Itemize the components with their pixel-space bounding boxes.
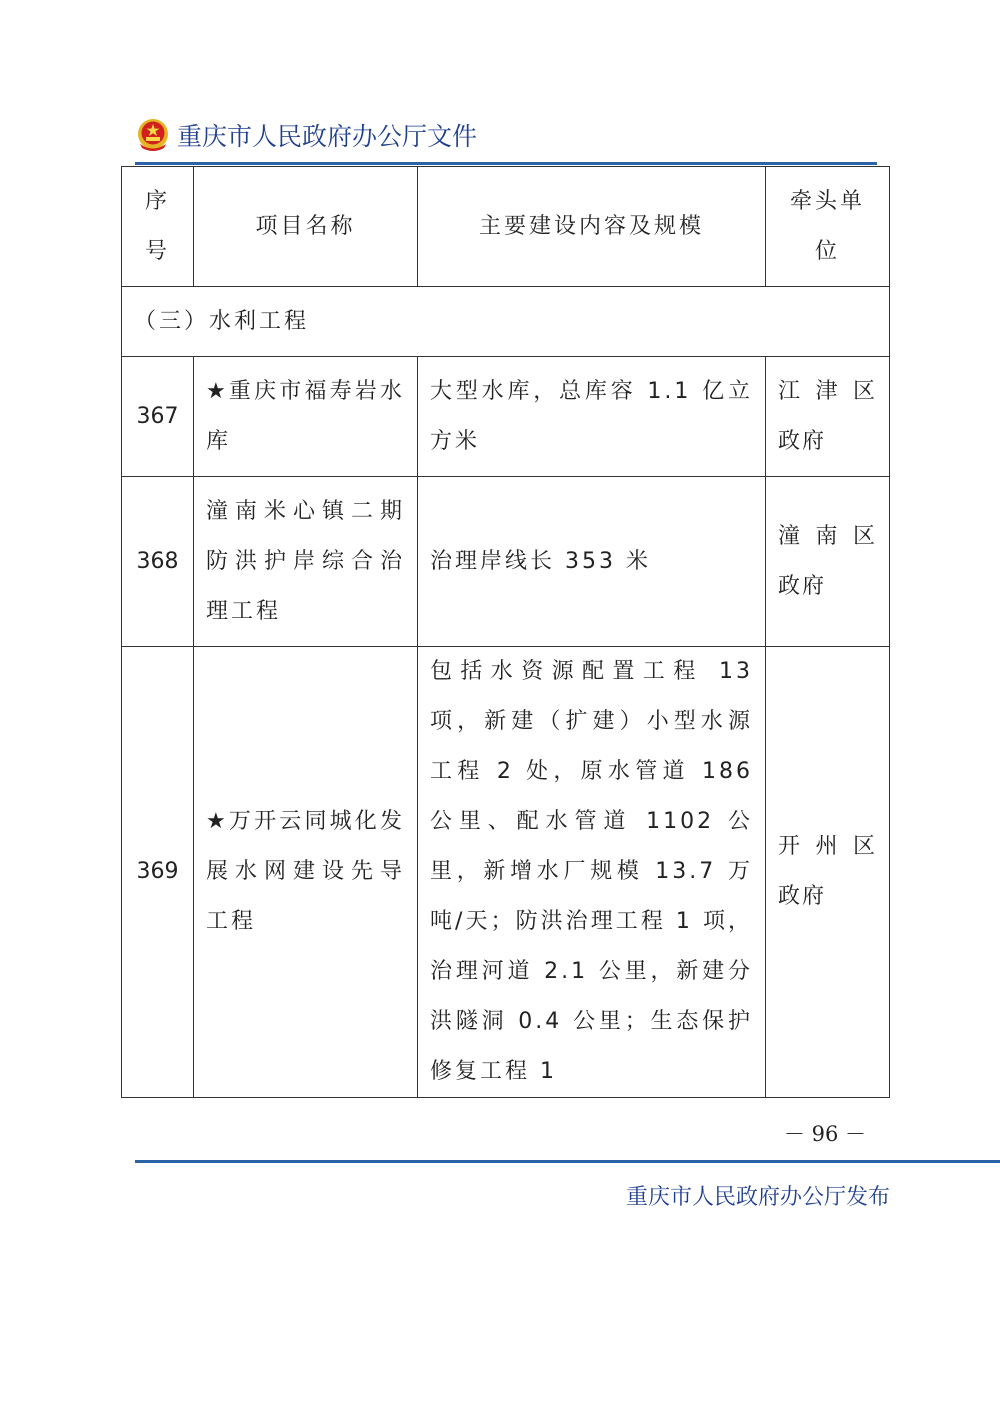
header-divider (135, 162, 877, 165)
section-row (122, 287, 890, 357)
row-lead-unit-line1: 潼南区 (778, 523, 877, 549)
section-heading: （三）水利工程 (122, 287, 890, 357)
project-table (121, 166, 890, 1098)
column-header-content: 主要建设内容及规模 (418, 167, 766, 287)
row-lead-unit-line1: 开州区 (778, 834, 877, 859)
column-header-name: 项目名称 (194, 167, 418, 287)
row-content: 包括水资源配置工程 13 项，新建（扩建）小型水源工程 2 处，原水管道 186 公里、配水管道 1102 公里，新增水厂规模 13.7 万吨/天；防洪治理工程 1 项，治理河道 2.1 公里，新建分洪隧洞 0.4 公里；生态保护修复工程 1 (418, 647, 766, 1098)
row-project-name: ★万开云同城化发展水网建设先导工程 (194, 647, 418, 1098)
row-content: 治理岸线长 353 米 (418, 477, 766, 647)
page-number: － 96 － (783, 1122, 867, 1146)
table-row (122, 477, 890, 647)
row-lead-unit-line2: 政府 (778, 428, 827, 454)
row-number: 367 (122, 357, 194, 477)
row-lead-unit (766, 647, 890, 1098)
column-header-unit (766, 167, 890, 287)
row-number: 368 (122, 477, 194, 647)
row-project-name: ★重庆市福寿岩水库 (194, 357, 418, 477)
footer-divider (135, 1160, 1000, 1163)
row-lead-unit (766, 477, 890, 647)
row-lead-unit-line2: 政府 (778, 884, 827, 909)
row-content: 大型水库，总库容 1.1 亿立方米 (418, 357, 766, 477)
national-emblem-icon (135, 117, 171, 153)
column-header-no: 序号 (122, 167, 194, 287)
column-header-unit-line1: 牵头单 (789, 188, 865, 214)
document-header (135, 110, 477, 160)
column-header-unit-line2: 位 (814, 238, 840, 264)
row-project-name: 潼南米心镇二期防洪护岸综合治理工程 (194, 477, 418, 647)
footer-publisher: 重庆市人民政府办公厅发布 (625, 1185, 890, 1210)
row-lead-unit-line2: 政府 (778, 573, 827, 599)
row-lead-unit-line1: 江津区 (778, 378, 877, 404)
table-row (122, 357, 890, 477)
table-row (122, 647, 890, 1098)
document-header-title: 重庆市人民政府办公厅文件 (177, 122, 478, 151)
row-number: 369 (122, 647, 194, 1098)
table-header-row (122, 167, 890, 287)
row-lead-unit (766, 357, 890, 477)
